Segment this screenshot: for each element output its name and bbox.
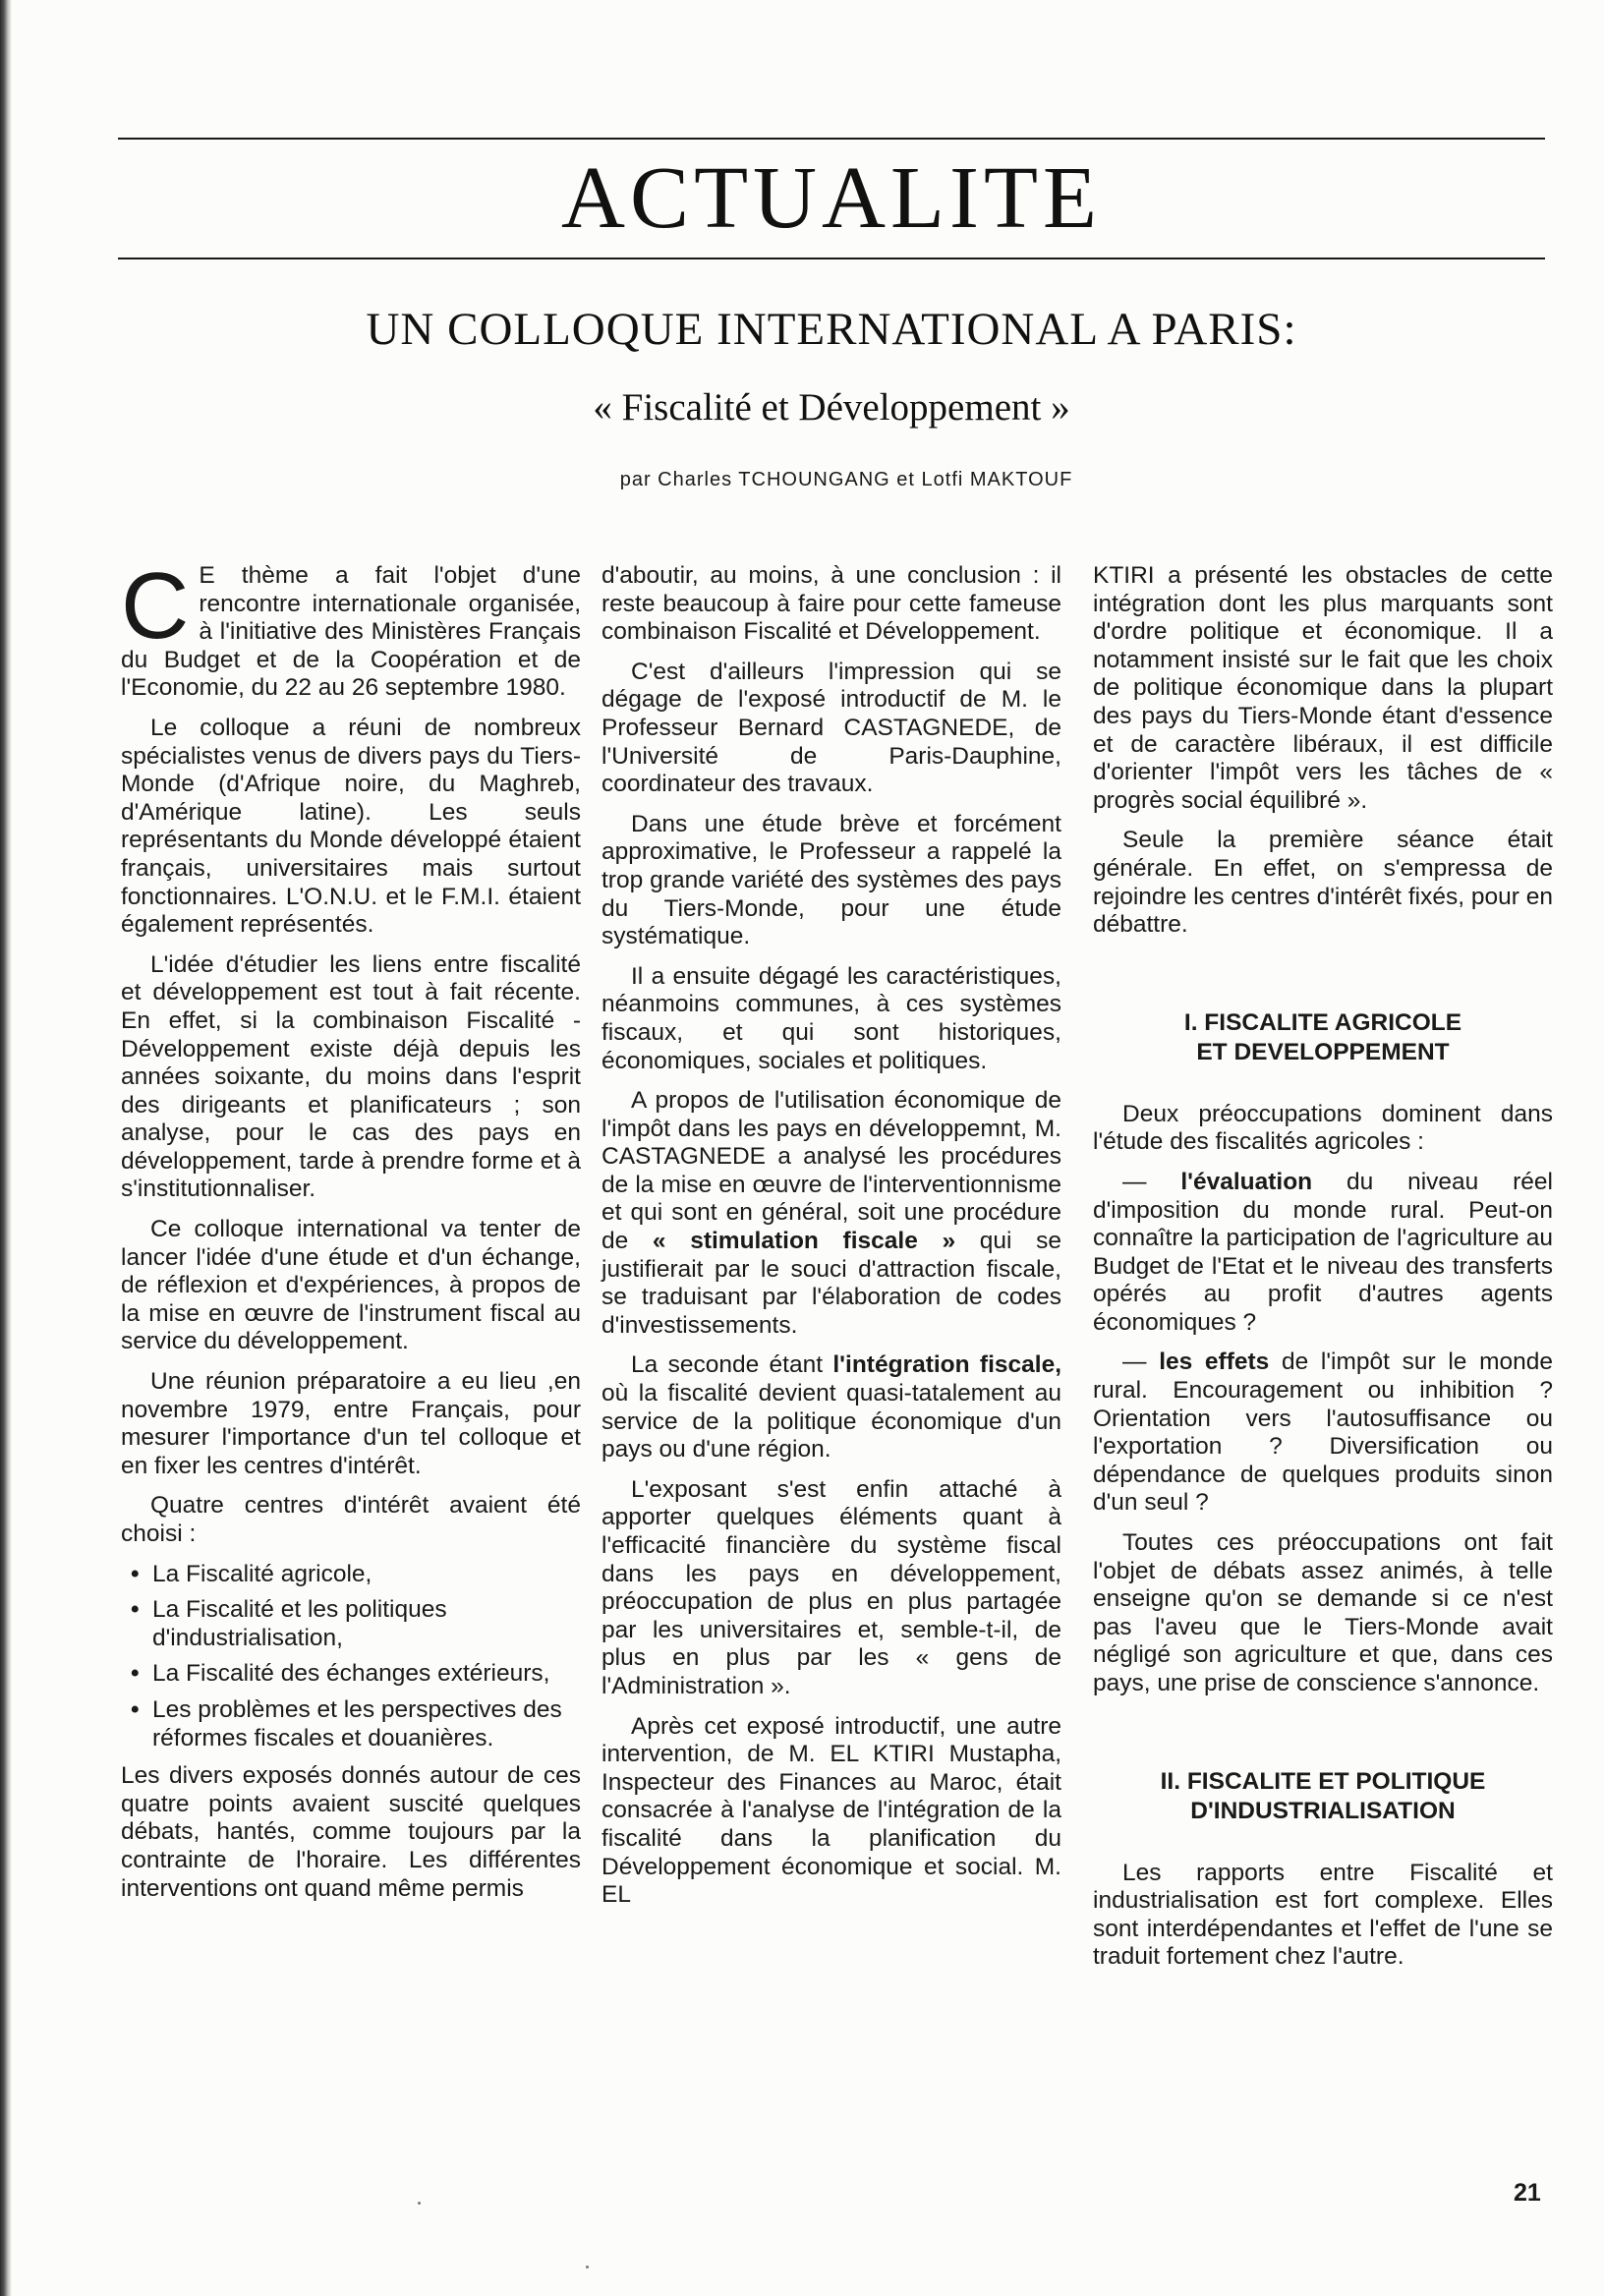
paragraph: Deux préoccupations dominent dans l'étude des fiscalités agricoles :: [1093, 1100, 1553, 1156]
paragraph: Une réunion préparatoire a eu lieu ,en novembre 1979, entre Français, pour mesurer l'importance d'un tel colloque et en fixer les centres d'intérêt.: [121, 1368, 581, 1479]
paragraph: Seule la première séance était générale. En effet, on s'empressa de rejoindre les centres d'intérêt fixés, pour en débattre.: [1093, 827, 1553, 939]
paragraph: Dans une étude brève et forcément approximative, le Professeur a rappelé la trop grande variété des systèmes des pays du Tiers-Monde, pour une étude systématique.: [602, 810, 1061, 950]
paragraph: d'aboutir, au moins, à une conclusion : il reste beaucoup à faire pour cette fameuse combinaison Fiscalité et Développement.: [602, 562, 1061, 646]
section-heading-fiscalite-agricole: I. FISCALITE AGRICOLE ET DEVELOPPEMENT: [1183, 1008, 1462, 1065]
paragraph: C'est d'ailleurs l'impression qui se dégage de l'exposé introductif de M. le Professeur Bernard CASTAGNEDE, de l'Université de Paris-Dauphine, coordinateur des travaux.: [602, 658, 1061, 798]
paragraph: Ce colloque international va tenter de lancer l'idée d'une étude et d'un échange, de réflexion et d'expériences, à propos de la mise en œuvre de l'instrument fiscal au service du développement.: [121, 1216, 581, 1355]
scan-speck: [418, 2202, 421, 2205]
list-item: • La Fiscalité des échanges extérieurs,: [131, 1660, 550, 1688]
paragraph: La seconde étant l'intégration fiscale, où la fiscalité devient quasi-tatalement au service de la politique économique d'un pays ou d'une région.: [602, 1351, 1061, 1464]
bullet-icon: •: [131, 1695, 140, 1723]
list-item: • Les problèmes et les perspectives des réformes fiscales et douanières.: [131, 1695, 562, 1751]
drop-cap: C: [121, 553, 190, 659]
paragraph: KTIRI a présenté les obstacles de cette intégration dont les plus marquants sont d'ordre politique et économique. Il a notamment insisté sur le fait que les choix de politique économique dans la plupart des pays du Tiers-Monde étant d'essence et de caractère libéraux, il est difficile d'orienter l'impôt vers les tâches de « progrès social équilibré ».: [1093, 562, 1553, 814]
paragraph: Le colloque a réuni de nombreux spécialistes venus de divers pays du Tiers-Monde (d'Afrique noire, du Maghreb, d'Amérique latine). Les seuls représentants du Monde développé étaient français, universitaires mais surtout fonctionnaires. L'O.N.U. et le F.M.I. étaient également représentés.: [121, 714, 581, 939]
text-column-3: [1093, 562, 1553, 1983]
text-column-1: [121, 553, 581, 1915]
section-heading-politique-industrialisation: II. FISCALITE ET POLITIQUE D'INDUSTRIALISATION: [1160, 1767, 1486, 1824]
paragraph: Quatre centres d'intérêt avaient été choisi :: [121, 1492, 581, 1547]
emphasis-stimulation-fiscale: « stimulation fiscale »: [652, 1228, 956, 1255]
bullet-icon: •: [131, 1560, 140, 1587]
intro-text: E thème a fait l'objet d'une rencontre internationale organisée, à l'initiative des Ministères Français du Budget et de la Coopération et de l'Economie, du 22 au 26 septembre 1980.: [121, 562, 581, 702]
page-binding-edge: [0, 0, 12, 2296]
article-title: UN COLLOQUE INTERNATIONAL A PARIS:: [366, 304, 1297, 355]
paragraph: Les divers exposés donnés autour de ces quatre points avaient suscité quelques débats, hantés, comme toujours par la contrainte de l'horaire. Les différentes interventions ont quand même permis: [121, 1762, 581, 1902]
bullet-icon: •: [131, 1596, 140, 1624]
bullet-icon: •: [131, 1660, 140, 1688]
paragraph: Toutes ces préoccupations ont fait l'objet de débats assez animés, à telle enseigne qu'on se demande si ce n'est pas l'aveu que le Tiers-Monde avait négligé son agriculture et que, dans ces pays, une prise de conscience s'annonce.: [1093, 1529, 1553, 1696]
header-rule-top: [118, 138, 1545, 140]
article-subtitle: « Fiscalité et Développement »: [593, 386, 1070, 429]
section-rubric: ACTUALITE: [561, 149, 1102, 247]
paragraph: L'idée d'étudier les liens entre fiscalité et développement est tout à fait récente. En effet, si la combinaison Fiscalité - Développement existe déjà depuis les années soixante, du moins dans l'esprit des dirigeants et planificateurs ; son analyse, pour le cas des pays en développement, tarde à prendre forme et à s'institutionnaliser.: [121, 950, 581, 1203]
paragraph: — l'évaluation du niveau réel d'imposition du monde rural. Peut-on connaître la participation de l'agriculture au Budget de l'Etat et le niveau des transferts opérés au profit d'autres agents économiques ?: [1093, 1168, 1553, 1336]
scan-speck: [586, 2266, 589, 2268]
emphasis-integration-fiscale: l'intégration fiscale,: [832, 1351, 1061, 1379]
article-byline: par Charles TCHOUNGANG et Lotfi MAKTOUF: [619, 469, 1073, 490]
paragraph: — les effets de l'impôt sur le monde rural. Encouragement ou inhibition ? Orientation vers l'autosuffisance ou l'exportation ? Diversification ou dépendance de quelques produits sinon d'un seul ?: [1093, 1349, 1553, 1517]
list-item: • La Fiscalité et les politiques d'industrialisation,: [131, 1596, 447, 1651]
paragraph: A propos de l'utilisation économique de l'impôt dans les pays en développemnt, M. CASTAGNEDE a analysé les procédures de la mise en œuvre de l'interventionnisme et qui sont en général, soit une procédure de « stimulation fiscale » qui se justifierait par le souci d'attraction fiscale, se traduisant par l'élaboration de codes d'investissements.: [602, 1087, 1062, 1339]
paragraph: Il a ensuite dégagé les caractéristiques, néanmoins communes, à ces systèmes fiscaux, et qui sont historiques, économiques, sociales et politiques.: [602, 962, 1061, 1074]
list-item: • La Fiscalité agricole,: [131, 1560, 372, 1587]
paragraph: Après cet exposé introductif, une autre intervention, de M. EL KTIRI Mustapha, Inspecteur des Finances au Maroc, était consacrée à l'analyse de l'intégration de la fiscalité dans la planification du Développement économique et social. M. EL: [602, 1712, 1061, 1909]
emphasis-evaluation: l'évaluation: [1180, 1168, 1313, 1195]
paragraph: Les rapports entre Fiscalité et industrialisation est fort complexe. Elles sont interdépendantes et l'effet de l'une se traduit fortement chez l'autre.: [1093, 1859, 1553, 1971]
text-column-2: [602, 562, 1061, 1922]
emphasis-effets: les effets: [1159, 1349, 1270, 1376]
interest-list: [121, 1561, 581, 1753]
paragraph: L'exposant s'est enfin attaché à apporter quelques éléments quant à l'efficacité financière du système fiscal dans les pays en développement, préoccupation de plus en plus partagée par les universitaires et, semble-t-il, de plus en plus par les « gens de l'Administration ».: [602, 1475, 1061, 1699]
header-rule-bottom: [118, 258, 1545, 259]
intro-paragraph: [121, 553, 581, 703]
page-number: 21: [1514, 2179, 1541, 2207]
